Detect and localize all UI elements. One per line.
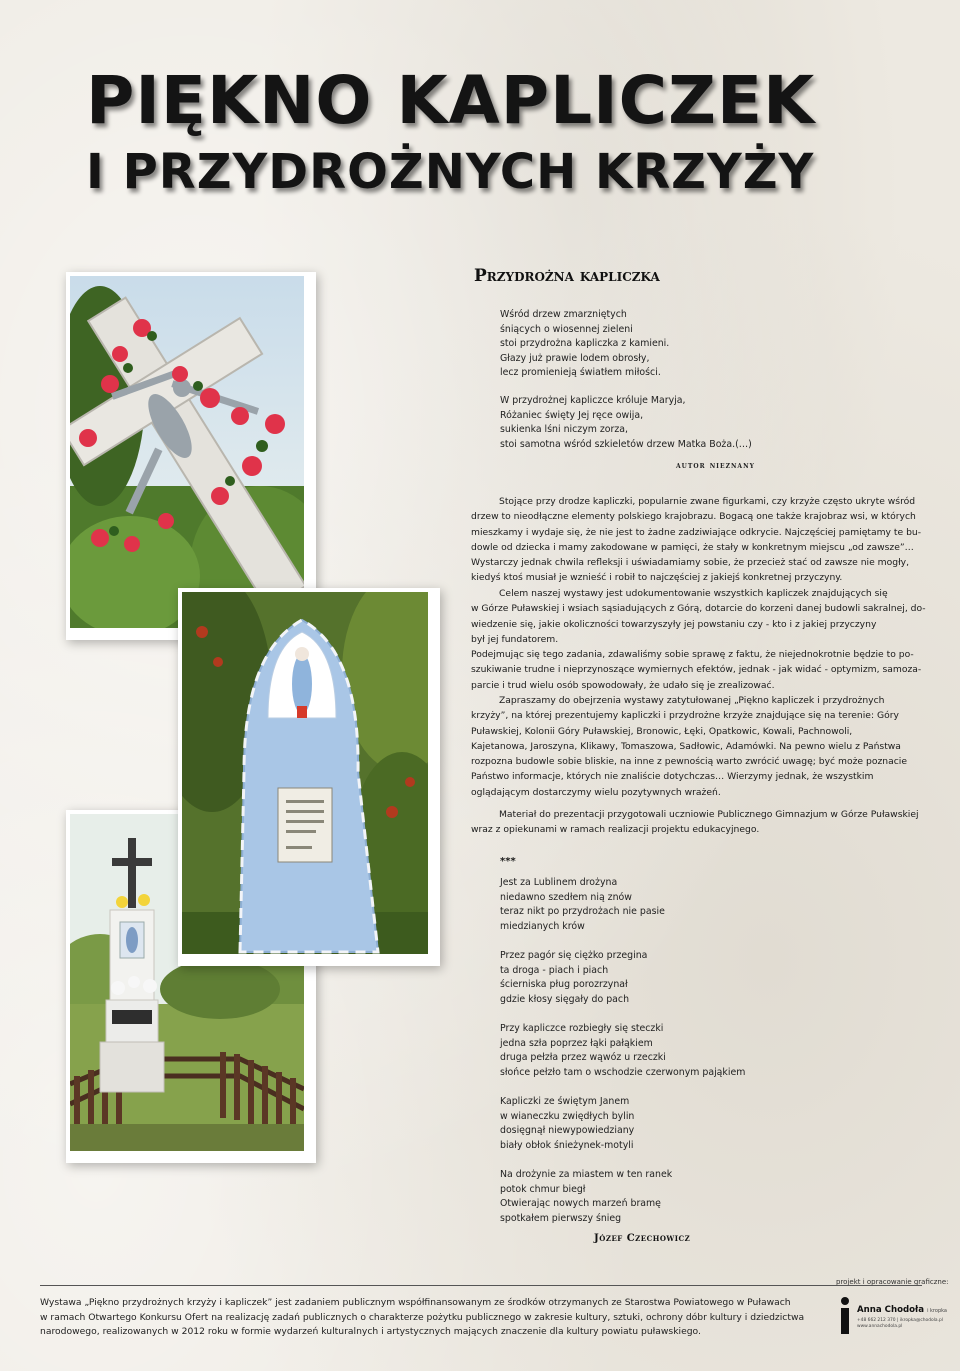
paragraph-line: w Górze Puławskiej i wsiach sąsiadujących z Górą, dotarcie do korzeni danej budowli sakralnej, do- (471, 603, 926, 615)
funding-note-line: w ramach Otwartego Konkursu Ofert na realizację zadań publicznych o charakterze pożytku publicznego w zakresie kultury, sztuki, ochrony dóbr kultury i dziedzictwa (40, 1311, 805, 1323)
poem-line: teraz nikt po przydrożach nie pasie (500, 906, 665, 917)
poem-separator: *** (500, 856, 516, 867)
photo-cross-with-flowers (66, 272, 316, 640)
poem-line: miedzianych krów (500, 920, 585, 932)
paragraph-line: Celem naszej wystawy jest udokumentowanie wszystkich kapliczek znajdujących się (499, 588, 888, 599)
poem-line: W przydrożnej kapliczce króluje Maryja, (500, 395, 686, 406)
logo-contact (857, 1318, 943, 1330)
paragraph-line: parcie i trud wielu osób spowodowały, że udało się je zrealizować. (471, 679, 775, 691)
poem-line: sukienka lśni niczym zorza, (500, 424, 629, 435)
i-kropka-logo-icon (838, 1296, 852, 1334)
paragraph-line: wiedzenie się, jakie okoliczności towarzyszyły jej powstaniu czy - kto i z jakiej przyczyny (471, 618, 877, 630)
poem-line: Wśród drzew zmarzniętych (500, 309, 627, 320)
poem-line: ta droga - piach i piach (500, 964, 609, 976)
paragraph-line: drzew to nieodłączne elementy polskiego krajobrazu. Bogacą one także krajobraz wsi, w których (471, 511, 916, 523)
poem-line: stoi przydrożna kapliczka z kamieni. (500, 338, 670, 349)
poem-line: stoi samotna wśród szkieletów drzew Matka Boża.(…) (500, 438, 752, 450)
poem-author: Józef Czechowicz (594, 1233, 691, 1244)
paragraph-line: rozpozna budowle sobie bliskie, na inne z pewnością warto zwrócić uwagę; być może poznacie (471, 756, 907, 768)
poem-line: Przez pagór się ciężko przegina (500, 950, 648, 961)
poem-line: lecz promienieją światłem miłości. (500, 367, 661, 378)
footer-divider (40, 1285, 922, 1286)
poster-title-line1: PIĘKNO KAPLICZEK (86, 62, 816, 139)
paragraph-line: wraz z opiekunami w ramach realizacji projektu edukacyjnego. (471, 824, 760, 836)
poem-author: autor nieznany (676, 461, 755, 471)
logo-name-text: Anna Chodoła (857, 1305, 925, 1315)
poem-stanza (500, 394, 752, 452)
poem-line: ścierniska pług porozrzynał (500, 979, 628, 990)
poem-line: niedawno szedłem nią znów (500, 891, 632, 903)
poem-stanza (500, 949, 647, 1007)
paragraph-line: Materiał do prezentacji przygotowali uczniowie Publicznego Gimnazjum w Górze Puławskiej (499, 809, 919, 820)
paragraph-line: Podejmując się tego zadania, zdawaliśmy sobie sprawę z faktu, że niejednokrotnie będzie to po- (471, 649, 914, 661)
photo-grotto-shrine (178, 588, 440, 966)
paragraph-line: Państwo informacje, których nie znaliście dotychczas… Wierzymy jednak, że wszystkim (471, 771, 874, 783)
paragraph-line: Puławskiej, Kolonii Góry Puławskiej, Bronowic, Łęki, Opatkowic, Kowali, Pachnowoli, (471, 725, 853, 737)
poem-line: w wianeczku zwiędłych bylin (500, 1110, 635, 1122)
paragraph-invitation (471, 693, 911, 800)
poem-line: dosięgnął niewypowiedziany (500, 1125, 635, 1136)
paragraph-line: dowle od dziecka i mamy zakodowane w pamięci, że stały w konkretnym miejscu „od zawsze”… (471, 541, 914, 553)
paragraph-credits (471, 807, 919, 838)
poster-title-line2: I PRZYDROŻNYCH KRZYŻY (86, 144, 815, 200)
poem-line: Na drożynie za miastem w ten ranek (500, 1169, 673, 1180)
paragraph-line: Stojące przy drodze kapliczki, popularnie zwane figurkami, czy krzyże często ukryte wśród (499, 496, 916, 507)
poem-stanza (500, 876, 665, 934)
logo-contact-line: www.annachodola.pl (857, 1324, 903, 1329)
funding-note (40, 1296, 805, 1340)
paragraph-line: Zapraszamy do obejrzenia wystawy zatytułowanej „Piękno kapliczek i przydrożnych (499, 695, 885, 706)
paragraph-line: szukiwanie trudne i nieprzynoszące wymiernych efektów, jednak - jak widać - optymizm, samoza- (471, 664, 922, 676)
logo-name (857, 1305, 947, 1315)
paragraph-line: mieszkamy i wydaje się, że nie jest to żadne zadziwiające odkrycie. Najczęściej pamiętamy te bu- (471, 526, 922, 538)
poem-line: biały obłok śnieżynek-motyli (500, 1139, 634, 1151)
poem-stanza (500, 308, 669, 381)
paragraph-line: oglądającym dostarczymy wielu pozytywnych wrażeń. (471, 786, 721, 798)
poem-line: spotkałem pierwszy śnieg (500, 1212, 622, 1224)
poster-title (86, 62, 815, 202)
poem-line: potok chmur biegł (500, 1183, 586, 1195)
poem-stanza (500, 1022, 745, 1080)
poem-line: Przy kapliczce rozbiegły się steczki (500, 1023, 664, 1034)
poem-title: Przydrożna kapliczka (474, 266, 660, 286)
design-credit: projekt i opracowanie graficzne: (836, 1278, 949, 1286)
designer-logo (838, 1296, 947, 1346)
poem-line: słońce pełzło tam o wschodzie czerwonym pająkiem (500, 1066, 746, 1078)
logo-contact-line: +48 662 212 370 | ikropka@chodola.pl (857, 1318, 944, 1323)
poem-stanza (500, 1168, 672, 1226)
logo-tagline: i kropka (927, 1308, 947, 1314)
poem-line: śniących o wiosennej zieleni (500, 323, 633, 335)
poem-line: Otwierając nowych marzeń bramę (500, 1198, 661, 1209)
paragraph-line: kiedyś ktoś musiał je wznieść i robił to najczęściej z jakiejś konkretnej przyczyny. (471, 572, 843, 584)
paragraph-goal (471, 586, 926, 693)
paragraph-intro (471, 494, 922, 586)
poem-stanza (500, 1095, 634, 1153)
paragraph-line: krzyży”, na której prezentujemy kapliczki i przydrożne krzyże znajdujące się na terenie: Góry (471, 710, 899, 722)
funding-note-line: narodowego, realizowanych w 2012 roku w formie wydarzeń kulturalnych i artystycznych mających znaczenie dla kultury powiatu puławskiego. (40, 1326, 701, 1337)
paragraph-line: Wystarczy jednak chwila refleksji i uświadamiamy sobie, że przecież stać od zawsze nie mogły, (471, 557, 910, 569)
poem-line: jedna szła poprzez łąki pałąkiem (500, 1037, 653, 1049)
paragraph-line: był jej fundatorem. (471, 633, 559, 645)
poem-line: Głazy już prawie lodem obrosły, (500, 352, 650, 364)
poem-line: Różaniec święty Jej ręce owija, (500, 409, 644, 421)
poem-line: druga pełzła przez wąwóz u rzeczki (500, 1052, 666, 1063)
poem-line: Jest za Lublinem drożyna (500, 877, 618, 888)
poem-line: Kapliczki ze świętym Janem (500, 1096, 630, 1107)
poem-line: gdzie kłosy sięgały do pach (500, 993, 630, 1005)
paragraph-line: Kajetanowa, Jaroszyna, Klikawy, Tomaszowa, Sadłowic, Adamówki. Na pewno wielu z Państwa (471, 740, 901, 752)
funding-note-line: Wystawa „Piękno przydrożnych krzyży i kapliczek” jest zadaniem publicznym współfinansowanym ze środków otrzymanych ze Starostwa Powiatowego w Puławach (40, 1297, 791, 1308)
